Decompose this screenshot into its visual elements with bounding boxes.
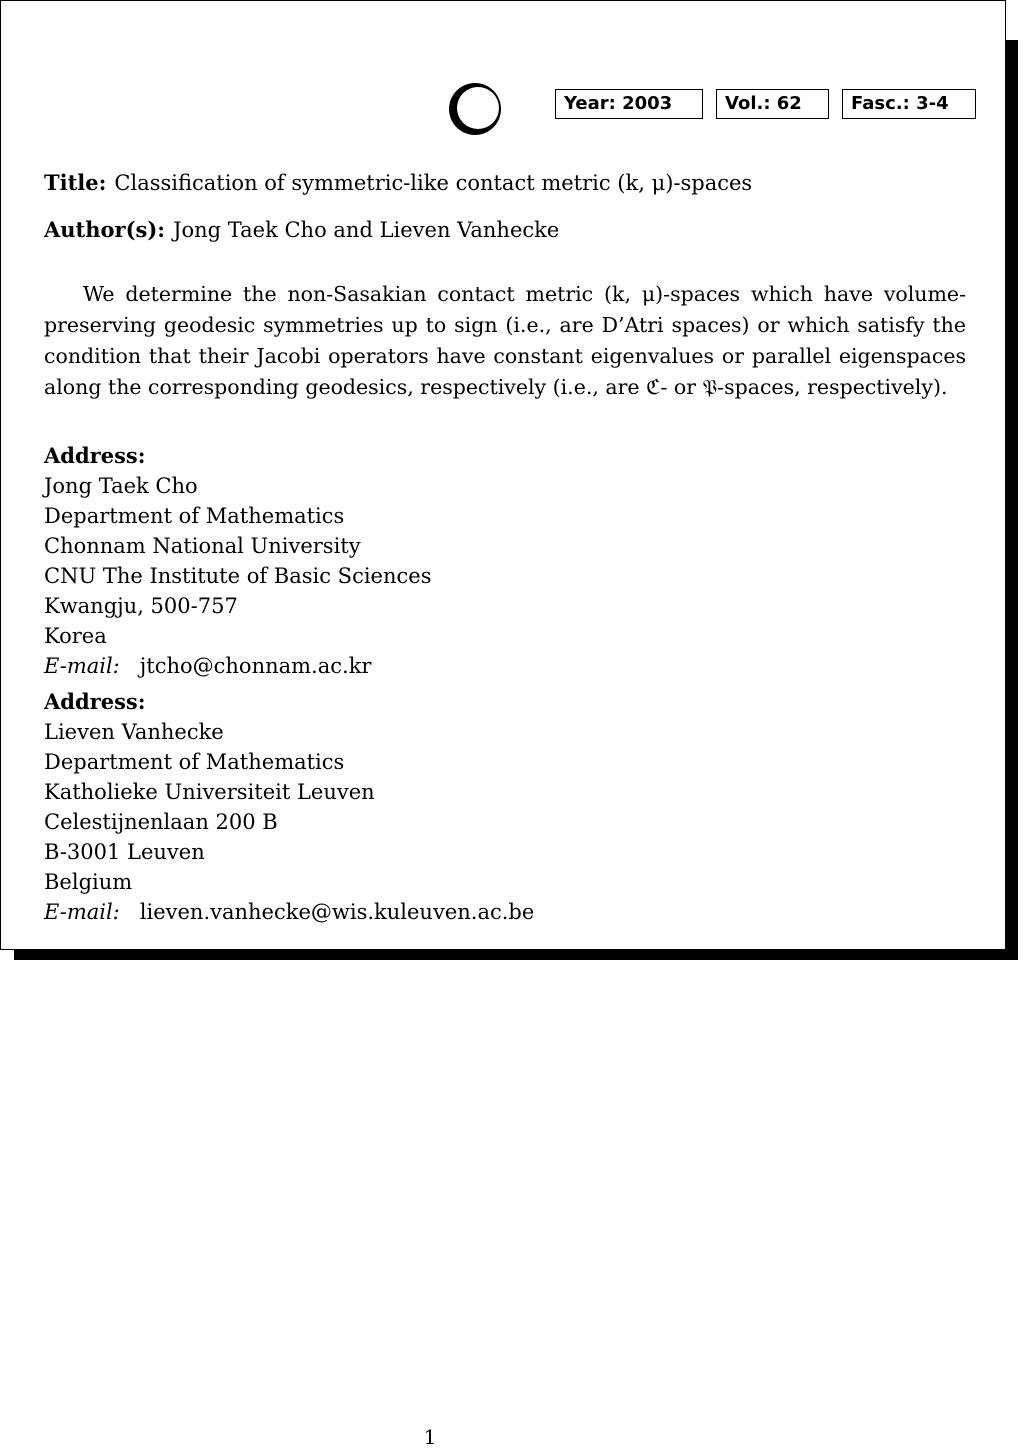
fascicle-badge: Fasc.: 3-4 xyxy=(842,89,976,119)
address-block-vanhecke xyxy=(44,687,534,927)
title-line xyxy=(44,169,752,197)
address-line: Chonnam National University xyxy=(44,534,361,558)
crescent-logo-icon xyxy=(447,81,503,137)
page-number: 1 xyxy=(423,1425,437,1449)
address-line: Belgium xyxy=(44,870,133,894)
address-line: Jong Taek Cho xyxy=(44,474,198,498)
address-line: Department of Mathematics xyxy=(44,504,345,528)
email-link[interactable]: lieven.vanhecke@wis.kuleuven.ac.be xyxy=(139,900,535,924)
address-line: Lieven Vanhecke xyxy=(44,720,224,744)
address-line: B-3001 Leuven xyxy=(44,840,205,864)
address-line: Department of Mathematics xyxy=(44,750,345,774)
address-line: Celestijnenlaan 200 B xyxy=(44,810,278,834)
address-heading: Address: xyxy=(44,443,146,468)
abstract xyxy=(44,279,966,403)
address-heading: Address: xyxy=(44,689,146,714)
address-line: Kwangju, 500-757 xyxy=(44,594,238,618)
paper-title: Classification of symmetric-like contact metric (k, μ)-spaces xyxy=(114,171,753,195)
address-block-cho xyxy=(44,441,431,681)
title-label: Title: xyxy=(44,170,107,195)
email-row xyxy=(44,897,534,927)
address-line: CNU The Institute of Basic Sciences xyxy=(44,564,432,588)
abstract-text: We determine the non-Sasakian contact metric (k, μ)-spaces which have volume-preserving geodesic symmetries up to sign (i.e., are D’Atri spaces) or which satisfy the condition that their Jacobi operators have constant eigenvalues or parallel eigenspaces along the corresponding geodesics, respectively (i.e., are ℭ- or 𝔓-spaces, respectively). xyxy=(44,282,966,399)
address-line: Korea xyxy=(44,624,107,648)
email-row xyxy=(44,651,431,681)
address-line: Katholieke Universiteit Leuven xyxy=(44,780,375,804)
volume-badge: Vol.: 62 xyxy=(716,89,829,119)
year-badge: Year: 2003 xyxy=(555,89,703,119)
email-label: E-mail: xyxy=(44,654,120,678)
author-line xyxy=(44,216,559,244)
author-label: Author(s): xyxy=(44,217,166,242)
email-label: E-mail: xyxy=(44,900,120,924)
email-link[interactable]: jtcho@chonnam.ac.kr xyxy=(139,654,372,678)
paper-authors: Jong Taek Cho and Lieven Vanhecke xyxy=(173,218,560,242)
